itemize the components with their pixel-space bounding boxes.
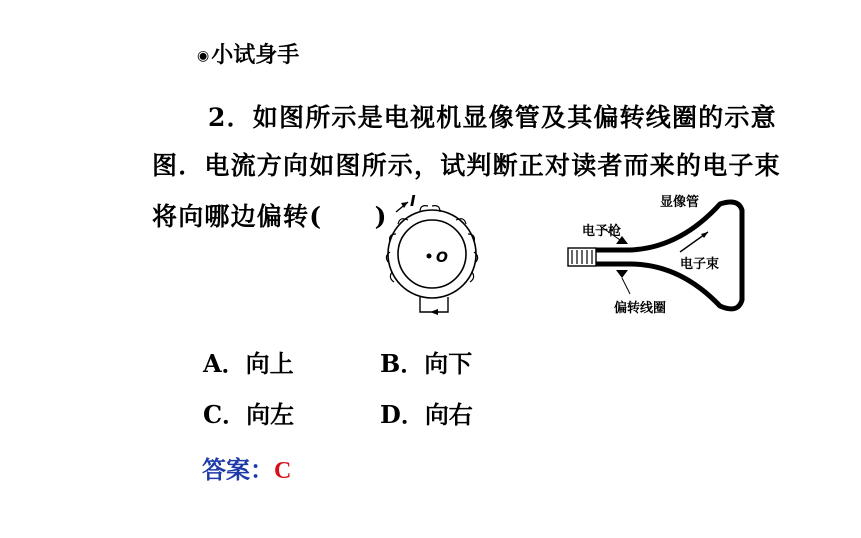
answer (202, 450, 291, 485)
option-b-letter: B． (380, 349, 425, 378)
option-a-text: 向上 (245, 349, 294, 378)
option-c-text: 向左 (246, 400, 295, 429)
coil-label: 偏转线圈 (614, 301, 667, 316)
gun-label: 电子枪 (582, 224, 622, 239)
picture-tube-figure (560, 190, 760, 320)
section-title (197, 38, 299, 69)
option-b (380, 344, 472, 379)
tube-label: 显像管 (660, 195, 700, 210)
option-b-text: 向下 (424, 349, 473, 378)
coil-ring-figure (378, 190, 490, 320)
option-c (203, 395, 294, 430)
option-c-letter: C． (203, 400, 247, 429)
center-label: O (436, 250, 448, 266)
section-title-text: 小试身手 (211, 42, 300, 68)
coil-blocks (616, 236, 628, 278)
bullet-icon: ◉ (197, 48, 210, 64)
center-dot (427, 254, 432, 259)
beam-label: 电子束 (680, 257, 720, 272)
lead-arrow-icon (430, 309, 438, 315)
current-label: I (410, 192, 416, 210)
answer-value: C (274, 458, 292, 484)
option-a-letter: A． (203, 349, 246, 378)
option-d-letter: D． (380, 400, 425, 429)
option-d (380, 395, 473, 430)
coil-pointer (622, 278, 630, 294)
question-line-1: 2．如图所示是电视机显像管及其偏转线圈的示意 (208, 103, 777, 132)
coil-inner-circle (398, 220, 466, 288)
answer-label: 答案： (202, 455, 274, 484)
question-line-2: 图．电流方向如图所示，试判断正对读者而来的电子束 (152, 151, 781, 180)
option-a (203, 344, 294, 379)
coil-lead-wires (420, 297, 448, 312)
question-line-3: 将向哪边偏转( ) (152, 202, 388, 231)
coil-outer-circle (388, 210, 476, 298)
option-d-text: 向右 (424, 400, 473, 429)
